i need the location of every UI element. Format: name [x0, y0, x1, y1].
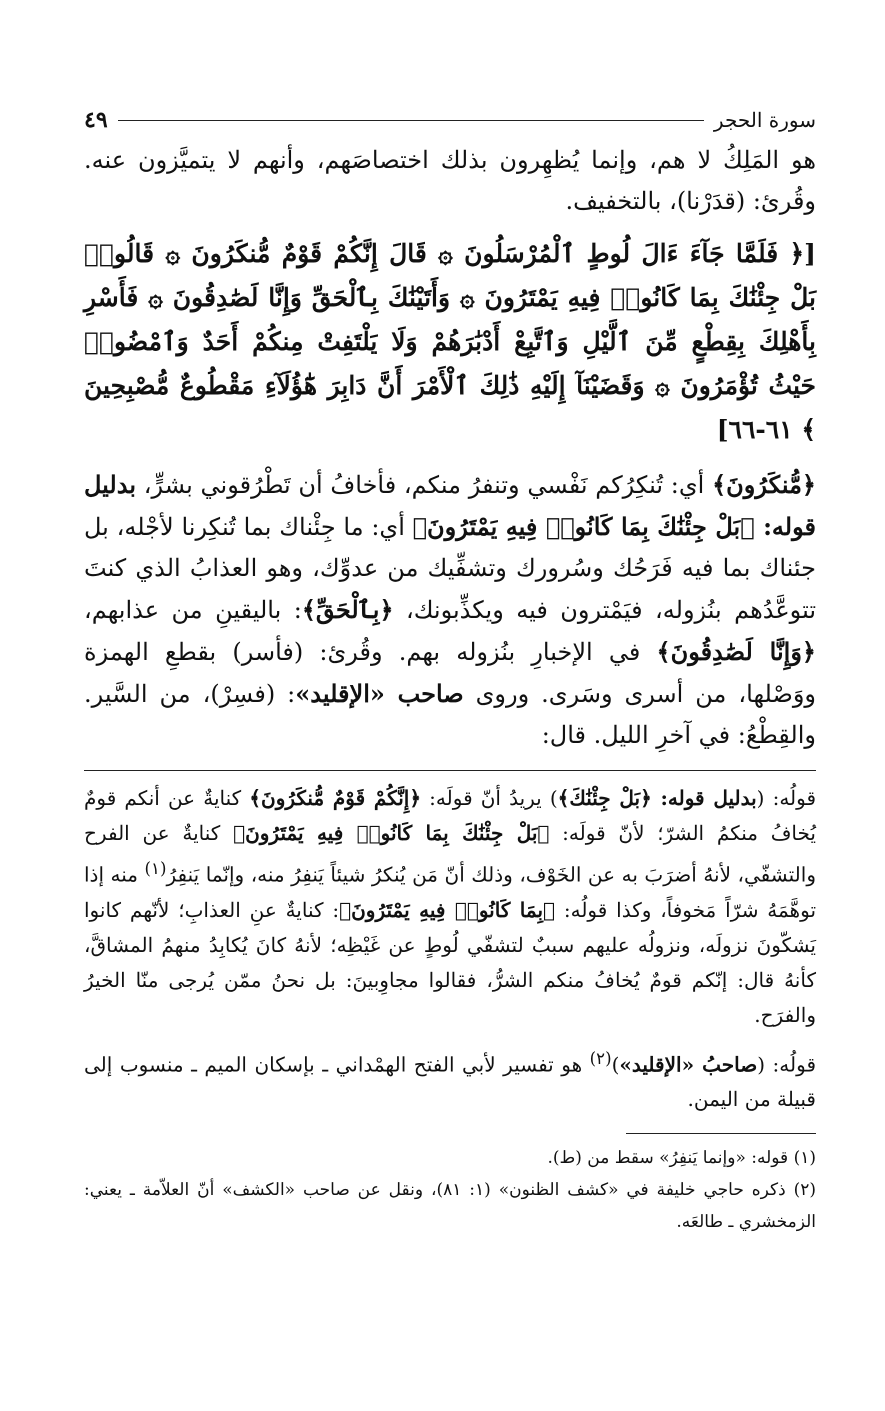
book-page [84, 100, 816, 1238]
main-paragraph-2: ﴿مُّنكَرُونَ﴾ أي: تُنكِرُكم نَفْسي وتنفرُ منكم، فأخافُ أن تَطْرُقوني بشرٍّ، بدليل قوله: ﴿بَلْ جِئْنَٰكَ بِمَا كَانُوا۟ فِيهِ يَمْتَرُونَ﴾ أي: ما جِئْناك بما تُنكِرنا لأجْله، بل جئناك بما فيه فَرَحُك وسُرورك وتشفِّيك من عدوِّك، وهو العذابُ الذي كنتَ تتوعَّدُهم بنُزوله، فيَمْترون فيه ويكذِّبونك، ﴿بِٱلْحَقِّ﴾: باليقينِ من عذابهم، ﴿وَإِنَّا لَصَٰدِقُونَ﴾ في الإخبارِ بنُزوله بهم. وقُرئ: (فأسر) بقطعِ الهمزة ووَصْلها، من أسرى وسَرى. وروى صاحب «الإقليد»: (فسِرْ)، من السَّير. والقِطْعُ: في آخرِ الليل. قال: [84, 470, 817, 749]
quran-quote: ﴿وَإِنَّا لَصَٰدِقُونَ﴾ [656, 637, 816, 666]
main-paragraph-1: هو المَلِكُ لا هم، وإنما يُظهِرون بذلك اختصاصَهم، وأنهم لا يتميَّزون عنه. وقُرئ: (قدَرْنا)، بالتخفيف. [84, 146, 816, 215]
header-rule [118, 120, 704, 121]
quran-quote: ﴿إِنَّكُمْ قَوْمٌ مُّنكَرُونَ﴾ [249, 786, 422, 810]
footnote-divider [626, 1133, 816, 1134]
page-number: ٤٩ [84, 107, 108, 133]
quran-term: ﴿مُّنكَرُونَ﴾ [712, 470, 816, 499]
footnote-marker[interactable]: (١) [144, 859, 167, 878]
footnote-marker[interactable]: (٢) [589, 1048, 612, 1068]
quran-verses: [﴿ فَلَمَّا جَآءَ ءَالَ لُوطٍ ٱلْمُرْسَلُونَ ۞ قَالَ إِنَّكُمْ قَوْمٌ مُّنكَرُونَ ۞ قَالُوا۟ بَلْ جِئْنَٰكَ بِمَا كَانُوا۟ فِيهِ يَمْتَرُونَ ۞ وَأَتَيْنَٰكَ بِٱلْحَقِّ وَإِنَّا لَصَٰدِقُونَ ۞ فَأَسْرِ بِأَهْلِكَ بِقِطْعٍ مِّنَ ٱلَّيْلِ وَٱتَّبِعْ أَدْبَٰرَهُمْ وَلَا يَلْتَفِتْ مِنكُمْ أَحَدٌ وَٱمْضُوا۟ حَيْثُ تُؤْمَرُونَ ۞ وَقَضَيْنَآ إِلَيْهِ ذَٰلِكَ ٱلْأَمْرَ أَنَّ دَابِرَ هَٰٓؤُلَآءِ مَقْطُوعٌ مُّصْبِحِينَ ﴾ ٦١-٦٦] [84, 239, 816, 444]
surah-name: سورة الحجر [713, 108, 816, 132]
footnote-1: (١) قوله: «وإنما يَنفِرُ» سقط من (ط). [547, 1148, 816, 1169]
commentary-divider [84, 770, 816, 771]
running-header [84, 100, 816, 140]
footnotes [84, 1142, 816, 1238]
quran-quote: ﴿بَلْ جِئْنَٰكَ﴾ [557, 786, 652, 810]
commentary-paragraph-1: قولُه: (بدليل قوله: ﴿بَلْ جِئْنَٰكَ﴾) يريدُ أنّ قولَه: ﴿إِنَّكُمْ قَوْمٌ مُّنكَرُونَ﴾ كنايةٌ عن أنكم قومٌ يُخافُ منكمُ الشرّ؛ لأنّ قولَه: ﴿بَلْ جِئْنَٰكَ بِمَا كَانُوا۟ فِيهِ يَمْتَرُونَ﴾ كنايةٌ عن الفرح والتشفّي، لأنهُ أضرَبَ به عن الخَوْف، وذلك أنّ مَن يُنكرُ شيئاً يَنفِرُ منه، وإنّما يَنفِرُ$^{(١)}$ منه إذا توهَّمَهُ شرّاً مَخوفاً، وكذا قولُه: ﴿بِمَا كَانُوا۟ فِيهِ يَمْتَرُونَ﴾: كنايةٌ عنِ العذابِ؛ لأنّهم كانوا يَشكّونَ نزولَه، ونزولُه عليهم سببٌ لتشفّي لُوطٍ عن غَيْظِه؛ لأنهُ كانَ يُكابِدُ منهمُ المشاقَّ، كأنهُ قال: إنّكم قومٌ يُخافُ منكم الشرُّ، فقالوا مجاوِبينَ: بل نحنُ ممّن يُرجى منّا الخيرُ والفرَح. [84, 786, 817, 1027]
quran-quote: ﴿بِٱلْحَقِّ﴾ [301, 595, 394, 624]
book-reference: صاحبُ «الإقليد» [619, 1052, 758, 1077]
book-reference: صاحب «الإقليد» [295, 679, 464, 708]
quran-quote: ﴿بِمَا كَانُوا۟ فِيهِ يَمْتَرُونَ﴾ [339, 897, 556, 922]
main-text [84, 140, 816, 756]
quran-quote: ﴿بَلْ جِئْنَٰكَ بِمَا كَانُوا۟ فِيهِ يَمْتَرُونَ﴾ [412, 512, 755, 541]
quran-quote: ﴿بَلْ جِئْنَٰكَ بِمَا كَانُوا۟ فِيهِ يَمْتَرُونَ﴾ [233, 821, 550, 845]
commentary-paragraph-2: قولُه: (صاحبُ «الإقليد»)$^{(٢)}$ هو تفسير لأبي الفتح الهمْداني ـ بإسكان الميم ـ منسوب إلى قبيلة من اليمن. [84, 1048, 816, 1112]
commentary-text [84, 781, 816, 1117]
footnote-2: (٢) ذكره حاجي خليفة في «كشف الظنون» (١: ٨١)، ونقل عن صاحب «الكشف» أنّ العلاّمة ـ يعني: الزمخشري ـ طالعَه. [84, 1180, 816, 1233]
